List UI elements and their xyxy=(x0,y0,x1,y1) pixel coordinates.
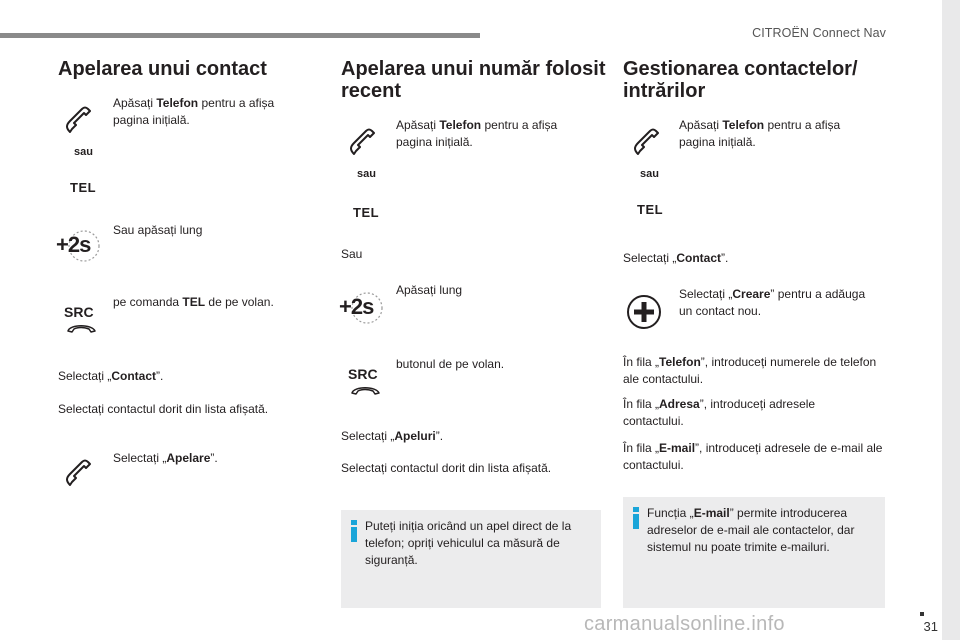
info-icon xyxy=(351,520,357,542)
step-select-creare: Selectați „Creare” pentru a adăuga un contact nou. xyxy=(679,287,866,318)
step-select-from-list: Selectați contactul dorit din lista afișată. xyxy=(58,402,269,416)
phone-icon xyxy=(62,456,96,490)
or-text: Sau xyxy=(341,247,363,261)
step-steering-button: butonul de pe volan. xyxy=(396,357,505,371)
long-press-2s-icon: +2s xyxy=(56,228,100,264)
or-label: sau xyxy=(74,146,93,158)
section-title: Apelarea unui număr folosit recent xyxy=(341,58,606,102)
steering-src-button-icon: SRC xyxy=(64,304,100,334)
section-title: Gestionarea contactelor/ intrărilor xyxy=(623,58,858,102)
step-long-press: Apăsați lung xyxy=(396,283,463,297)
step-press-telefon: Apăsați Telefon pentru a afișa pagina inițială. xyxy=(396,118,558,149)
step-long-press: Sau apăsați lung xyxy=(113,223,203,237)
continuation-dot xyxy=(920,612,924,616)
step-select-contact: Selectați „Contact”. xyxy=(58,369,164,383)
tel-label: TEL xyxy=(637,202,664,217)
or-label: sau xyxy=(357,168,376,180)
phone-icon xyxy=(346,125,380,159)
watermark: carmanualsonline.info xyxy=(584,613,785,635)
step-tab-adresa: În fila „Adresa”, introduceți adresele contactului. xyxy=(623,397,816,428)
info-note xyxy=(623,497,885,608)
brand-header: CITROËN Connect Nav xyxy=(752,26,886,40)
step-tab-email: În fila „E-mail”, introduceți adresele de e-mail ale contactului. xyxy=(623,441,883,472)
step-press-telefon: Apăsați Telefon pentru a afișa pagina inițială. xyxy=(113,96,275,127)
note-text: Funcția „E-mail” permite introducerea adreselor de e-mail ale contactelor, dar sistemul nu poate trimite e-mailuri. xyxy=(647,506,855,554)
section-title: Apelarea unui contact xyxy=(58,58,267,80)
note-text: Puteți iniția oricând un apel direct de la telefon; opriți vehiculul ca măsură de siguranță. xyxy=(365,519,572,567)
step-steering-tel: pe comanda TEL de pe volan. xyxy=(113,295,274,309)
page-number: 31 xyxy=(923,619,938,634)
phone-icon xyxy=(62,103,96,137)
or-label: sau xyxy=(640,168,659,180)
info-icon xyxy=(633,507,639,529)
phone-icon xyxy=(630,125,664,159)
step-select-apeluri: Selectați „Apeluri”. xyxy=(341,429,444,443)
step-select-contact: Selectați „Contact”. xyxy=(623,251,729,265)
step-select-apelare: Selectați „Apelare”. xyxy=(113,451,218,465)
info-note xyxy=(341,510,601,608)
add-plus-icon xyxy=(626,294,662,330)
step-select-from-list: Selectați contactul dorit din lista afișată. xyxy=(341,461,552,475)
top-rule xyxy=(0,33,480,38)
tel-label: TEL xyxy=(70,180,97,195)
tel-label: TEL xyxy=(353,205,380,220)
long-press-2s-icon: +2s xyxy=(339,290,383,326)
side-strip xyxy=(942,0,960,640)
steering-src-button-icon: SRC xyxy=(348,366,384,396)
step-press-telefon: Apăsați Telefon pentru a afișa pagina inițială. xyxy=(679,118,841,149)
step-tab-telefon: În fila „Telefon”, introduceți numerele de telefon ale contactului. xyxy=(623,355,877,386)
